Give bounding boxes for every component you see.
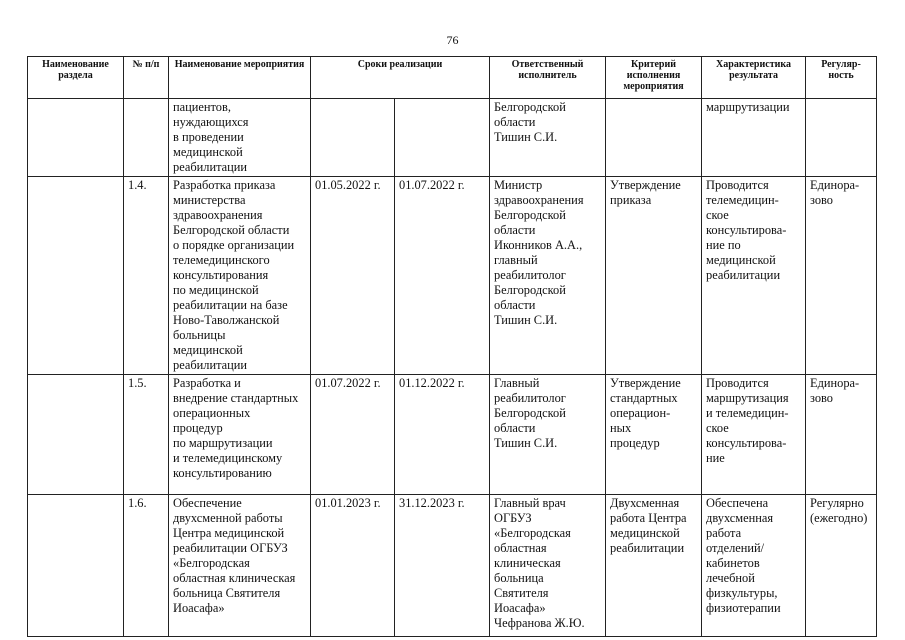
table-row: [28, 375, 877, 495]
cell-criterion: Утверждение приказа: [606, 177, 702, 375]
cell-responsible: Министр здравоохранения Белгородской области Иконников А.А., главный реабилитолог Белгородской области Тишин С.И.: [490, 177, 606, 375]
table-row: [28, 495, 877, 637]
header-result: Характеристика результата: [702, 57, 806, 99]
cell-start-date: 01.05.2022 г.: [311, 177, 395, 375]
cell-section: [28, 495, 124, 637]
header-timing: Сроки реализации: [311, 57, 490, 99]
cell-result: Проводится телемедицин- ское консультирова- ние по медицинской реабилитации: [702, 177, 806, 375]
header-event: Наименование мероприятия: [169, 57, 311, 99]
page-number: 76: [446, 33, 459, 47]
header-regularity: Регуляр-ность: [806, 57, 877, 99]
table-row: [28, 99, 877, 177]
table-row: [28, 177, 877, 375]
cell-regularity: Единора- зово: [806, 177, 877, 375]
header-number: № п/п: [124, 57, 169, 99]
cell-event: пациентов, нуждающихся в проведении медицинской реабилитации: [169, 99, 311, 177]
header-section: Наименование раздела: [28, 57, 124, 99]
cell-event: Разработка приказа министерства здравоохранения Белгородской области о порядке организации телемедицинского консультирования по медицинской реабилитации на базе Ново-Таволжанской больницы медицинской реабилитации: [169, 177, 311, 375]
cell-criterion: Утверждение стандартных операцион- ных процедур: [606, 375, 702, 495]
cell-section: [28, 99, 124, 177]
cell-end-date: [395, 99, 490, 177]
cell-start-date: 01.01.2023 г.: [311, 495, 395, 637]
cell-section: [28, 375, 124, 495]
cell-end-date: 01.12.2022 г.: [395, 375, 490, 495]
cell-end-date: 31.12.2023 г.: [395, 495, 490, 637]
cell-start-date: 01.07.2022 г.: [311, 375, 395, 495]
action-plan-table: [27, 56, 877, 637]
cell-responsible: Главный врач ОГБУЗ «Белгородская областная клиническая больница Святителя Иоасафа» Чефранова Ж.Ю.: [490, 495, 606, 637]
cell-regularity: Регулярно (ежегодно): [806, 495, 877, 637]
cell-number: 1.4.: [124, 177, 169, 375]
cell-regularity: [806, 99, 877, 177]
cell-end-date: 01.07.2022 г.: [395, 177, 490, 375]
cell-number: [124, 99, 169, 177]
cell-result: Проводится маршрутизация и телемедицин- ское консультирова- ние: [702, 375, 806, 495]
cell-event: Обеспечение двухсменной работы Центра медицинской реабилитации ОГБУЗ «Белгородская областная клиническая больница Святителя Иоасафа»: [169, 495, 311, 637]
cell-start-date: [311, 99, 395, 177]
cell-regularity: Единора- зово: [806, 375, 877, 495]
cell-result: маршрутизации: [702, 99, 806, 177]
table-header-row: [28, 57, 877, 99]
header-responsible: Ответственный исполнитель: [490, 57, 606, 99]
cell-section: [28, 177, 124, 375]
header-criterion: Критерий исполнения мероприятия: [606, 57, 702, 99]
cell-criterion: [606, 99, 702, 177]
cell-responsible: Белгородской области Тишин С.И.: [490, 99, 606, 177]
cell-number: 1.6.: [124, 495, 169, 637]
cell-number: 1.5.: [124, 375, 169, 495]
cell-criterion: Двухсменная работа Центра медицинской реабилитации: [606, 495, 702, 637]
cell-event: Разработка и внедрение стандартных операционных процедур по маршрутизации и телемедицинскому консультированию: [169, 375, 311, 495]
cell-responsible: Главный реабилитолог Белгородской области Тишин С.И.: [490, 375, 606, 495]
cell-result: Обеспечена двухсменная работа отделений/ кабинетов лечебной физкультуры, физиотерапии: [702, 495, 806, 637]
